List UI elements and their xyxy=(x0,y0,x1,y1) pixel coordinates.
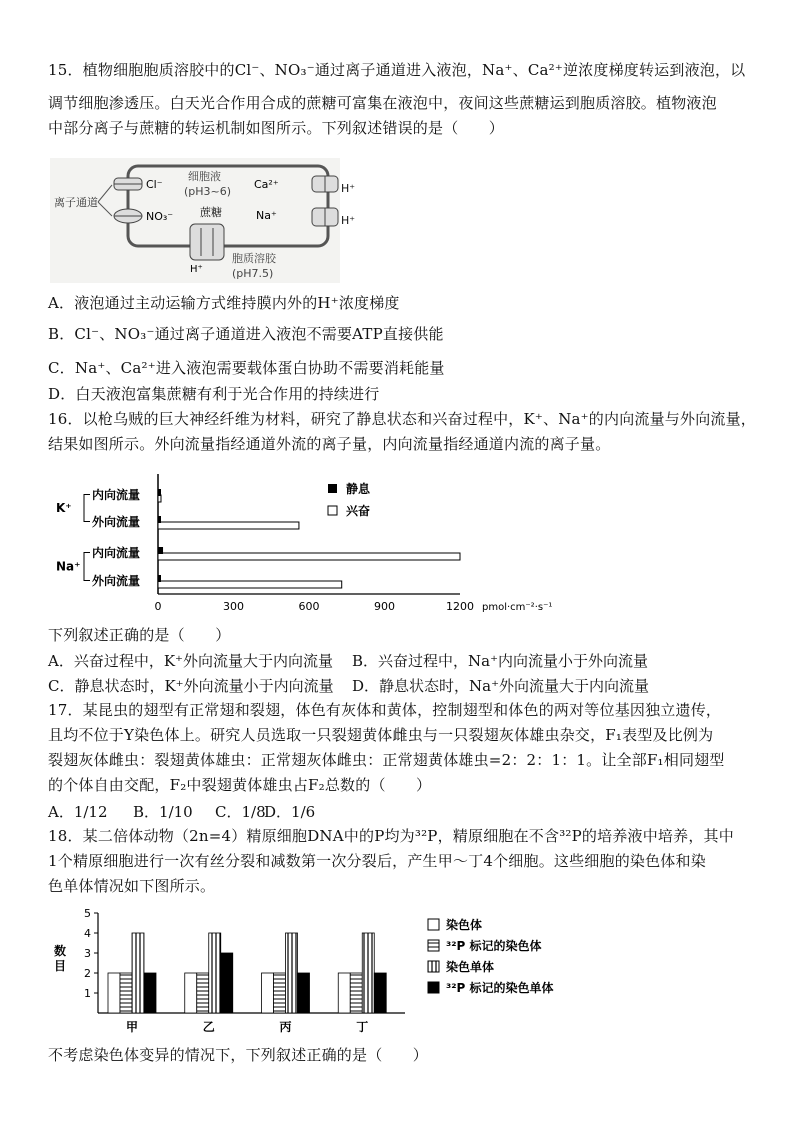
flux-bar-rest-2 xyxy=(158,547,163,554)
flux-bar-excited-0 xyxy=(158,495,161,502)
bar-labeled-chromatid-0 xyxy=(144,973,156,1013)
h-ion-right-ca: H⁺ xyxy=(341,182,356,195)
bar-labeled-chromosome-0 xyxy=(120,973,132,1013)
legend-excited-swatch xyxy=(328,506,337,515)
q15-option-d[interactable]: D．白天液泡富集蔗糖有利于光合作用的持续进行 xyxy=(48,385,380,403)
bar-chromosome-2 xyxy=(262,973,274,1013)
q16-option-c[interactable]: C．静息状态时，K⁺外向流量小于内向流量 xyxy=(48,677,334,695)
flux-bar-excited-1 xyxy=(158,522,299,529)
chrom-y-tick-4: 5 xyxy=(84,907,91,920)
chrom-category-2: 丙 xyxy=(279,1020,292,1034)
bar-labeled-chromosome-1 xyxy=(197,973,209,1013)
bar-chromosome-0 xyxy=(108,973,120,1013)
q17-stem-line-2: 且均不位于Y染色体上。研究人员选取一只裂翅黄体雌虫与一只裂翅灰体雄虫杂交，F₁表型及比例为 xyxy=(48,726,714,744)
q17-stem-line-3: 裂翅灰体雌虫：裂翅黄体雄虫：正常翅灰体雌虫：正常翅黄体雄虫=2：2：1：1。让全部F₁相同翅型 xyxy=(48,751,725,769)
cytosol-ph-label: (pH7.5) xyxy=(232,267,274,280)
flux-group-label-0: K⁺ xyxy=(56,501,72,515)
flux-bar-rest-1 xyxy=(158,516,161,523)
sucrose-label: 蔗糖 xyxy=(200,206,222,219)
flux-x-tick-1: 300 xyxy=(223,600,244,613)
flux-bar-excited-3 xyxy=(158,581,342,588)
q15-stem-line-2: 调节细胞渗透压。白天光合作用合成的蔗糖可富集在液泡中，夜间这些蔗糖运到胞质溶胶。植物液泡 xyxy=(48,94,717,112)
q15-option-c[interactable]: C．Na⁺、Ca²⁺进入液泡需要载体蛋白协助不需要消耗能量 xyxy=(48,359,445,377)
na-ion-label: Na⁺ xyxy=(256,209,277,222)
q17-stem-line-1: 17．某昆虫的翅型有正常翅和裂翅，体色有灰体和黄体，控制翅型和体色的两对等位基因独立遗传， xyxy=(48,701,722,719)
chrom-y-label-1: 目 xyxy=(54,959,67,973)
chrom-y-tick-0: 1 xyxy=(84,987,91,1000)
q17-option-a[interactable]: A．1/12 xyxy=(48,803,108,821)
bar-labeled-chromosome-3 xyxy=(350,973,362,1013)
q16-question: 下列叙述正确的是（ ） xyxy=(48,626,231,644)
flux-group-bracket-1 xyxy=(84,553,90,581)
q16-stem-line-1: 16．以枪乌贼的巨大神经纤维为材料，研究了静息状态和兴奋过程中，K⁺、Na⁺的内向流量与外向流量， xyxy=(48,410,757,428)
flux-bar-rest-0 xyxy=(158,489,161,496)
chrom-category-1: 乙 xyxy=(202,1020,215,1034)
bar-labeled-chromatid-3 xyxy=(374,973,386,1013)
flux-bar-rest-3 xyxy=(158,575,161,582)
flux-x-tick-0: 0 xyxy=(154,600,162,613)
q15-stem-line-3: 中部分离子与蔗糖的转运机制如图所示。下列叙述错误的是（ ） xyxy=(48,119,505,137)
q17-stem-line-4: 的个体自由交配，F₂中裂翅黄体雄虫占F₂总数的（ ） xyxy=(48,776,432,794)
legend-excited-label: 兴奋 xyxy=(346,504,371,518)
chrom-y-tick-1: 2 xyxy=(84,967,91,980)
bar-chromatid-1 xyxy=(209,933,221,1013)
chrom-y-label-0: 数 xyxy=(54,944,67,958)
legend-swatch-labeled-chromosome xyxy=(428,940,439,951)
no3-channel xyxy=(114,209,142,223)
q18-stem-line-3: 色单体情况如下图所示。 xyxy=(48,877,216,895)
q18-question: 不考虑染色体变异的情况下，下列叙述正确的是（ ） xyxy=(48,1046,429,1064)
flux-group-bracket-0 xyxy=(84,495,90,522)
q17-option-c[interactable]: C．1/8 xyxy=(215,803,266,821)
q16-option-a[interactable]: A．兴奋过程中，K⁺外向流量大于内向流量 xyxy=(48,652,333,670)
ion-channel-label: 离子通道 xyxy=(54,196,98,209)
bar-chromosome-1 xyxy=(185,973,197,1013)
q15-option-a[interactable]: A．液泡通过主动运输方式维持膜内外的H⁺浓度梯度 xyxy=(48,294,400,312)
sucrose-transporter xyxy=(190,224,224,260)
ca-ion-label: Ca²⁺ xyxy=(254,178,279,191)
bar-chromatid-3 xyxy=(362,933,374,1013)
bar-chromatid-0 xyxy=(132,933,144,1013)
vacuole-ph-label: (pH3~6) xyxy=(184,185,232,198)
legend-rest-swatch xyxy=(328,484,337,493)
flux-category-label-3: 外向流量 xyxy=(92,574,141,588)
q15-stem-line-1: 15．植物细胞胞质溶胶中的Cl⁻、NO₃⁻通过离子通道进入液泡，Na⁺、Ca²⁺逆浓度梯度转运到液泡，以 xyxy=(48,61,746,79)
bar-labeled-chromosome-2 xyxy=(274,973,286,1013)
q17-option-d[interactable]: D．1/6 xyxy=(264,803,316,821)
flux-x-tick-3: 900 xyxy=(374,600,395,613)
legend-swatch-chromatid xyxy=(428,961,439,972)
cytosol-label: 胞质溶胶 xyxy=(232,252,276,265)
cl-ion-label: Cl⁻ xyxy=(146,178,163,191)
bar-chromatid-2 xyxy=(286,933,298,1013)
q16-stem-line-2: 结果如图所示。外向流量指经通道外流的离子量，内向流量指经通道内流的离子量。 xyxy=(48,435,611,453)
flux-x-tick-4: 1200 xyxy=(446,600,474,613)
flux-group-label-1: Na⁺ xyxy=(56,559,81,574)
bar-chromosome-3 xyxy=(338,973,350,1013)
legend-label-labeled-chromatid: ³²P 标记的染色单体 xyxy=(446,981,554,995)
chrom-category-3: 丁 xyxy=(356,1020,369,1034)
q17-option-b[interactable]: B．1/10 xyxy=(133,803,193,821)
h-ion-right-na: H⁺ xyxy=(341,214,356,227)
legend-rest-label: 静息 xyxy=(346,482,371,496)
chrom-category-0: 甲 xyxy=(125,1020,139,1034)
no3-ion-label: NO₃⁻ xyxy=(146,210,174,223)
bar-labeled-chromatid-1 xyxy=(221,953,233,1013)
h-ion-label-bottom: H⁺ xyxy=(190,264,203,275)
bar-labeled-chromatid-2 xyxy=(298,973,310,1013)
q15-vacuole-diagram xyxy=(50,158,340,283)
chromosome-count-chart xyxy=(50,905,590,1040)
q16-option-d[interactable]: D．静息状态时，Na⁺外向流量大于内向流量 xyxy=(352,677,650,695)
legend-label-chromosome: 染色体 xyxy=(446,918,483,932)
flux-x-tick-2: 600 xyxy=(298,600,320,613)
flux-bar-excited-2 xyxy=(158,553,460,560)
vacuole-sap-label: 细胞液 xyxy=(188,170,221,183)
q18-stem-line-1: 18．某二倍体动物（2n=4）精原细胞DNA中的P均为³²P，精原细胞在不含³²P的培养液中培养，其中 xyxy=(48,827,734,845)
legend-swatch-chromosome xyxy=(428,919,439,930)
legend-label-chromatid: 染色单体 xyxy=(446,960,495,974)
legend-swatch-labeled-chromatid xyxy=(428,982,439,993)
q15-option-b[interactable]: B．Cl⁻、NO₃⁻通过离子通道进入液泡不需要ATP直接供能 xyxy=(48,325,444,343)
flux-category-label-0: 内向流量 xyxy=(92,488,141,502)
q18-stem-line-2: 1个精原细胞进行一次有丝分裂和减数第一次分裂后，产生甲～丁4个细胞。这些细胞的染色体和染 xyxy=(48,852,706,870)
legend-label-labeled-chromosome: ³²P 标记的染色体 xyxy=(446,939,542,953)
na-transporter xyxy=(312,208,338,226)
chrom-y-tick-2: 3 xyxy=(84,947,91,960)
cl-channel xyxy=(114,178,142,190)
chrom-y-tick-3: 4 xyxy=(84,927,91,940)
q16-option-b[interactable]: B．兴奋过程中，Na⁺内向流量小于外向流量 xyxy=(352,652,649,670)
flux-category-label-2: 内向流量 xyxy=(92,546,141,560)
ion-flux-chart xyxy=(50,470,580,620)
flux-x-unit: pmol·cm⁻²·s⁻¹ xyxy=(482,602,553,613)
flux-category-label-1: 外向流量 xyxy=(92,515,141,529)
